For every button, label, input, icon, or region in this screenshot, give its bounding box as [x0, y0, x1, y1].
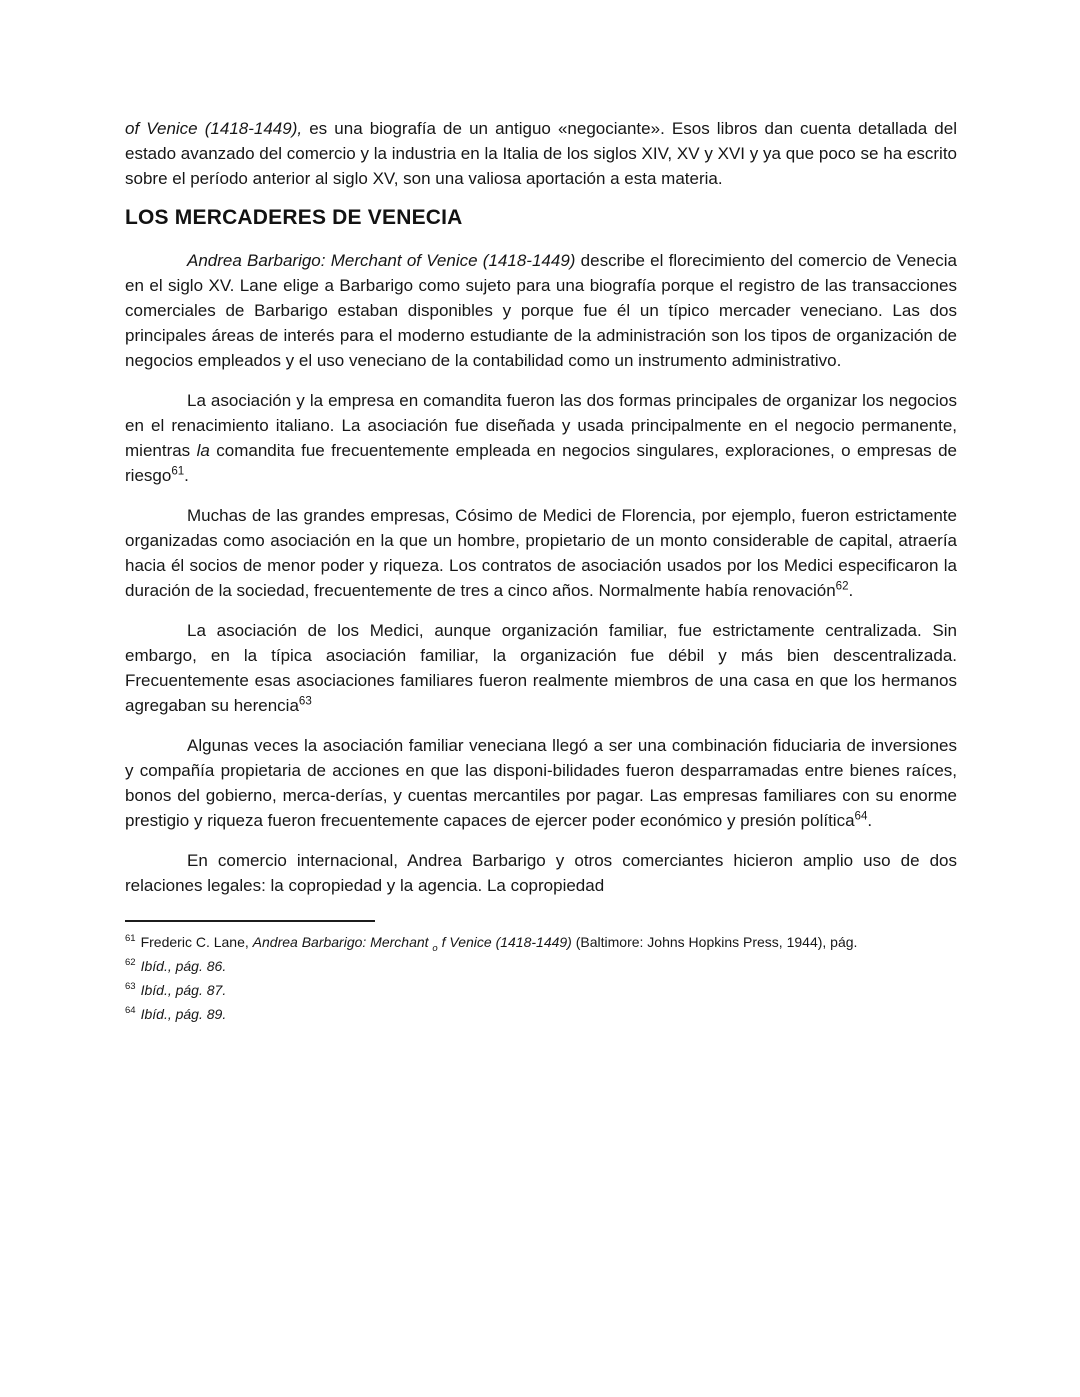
footnotes-section — [125, 920, 957, 1024]
text-segment: La asociación de los Medici, aunque organización familiar, fue estrictamente centralizada. Sin embargo, en la típica asociación familiar, la organización fue débil y más bien descentralizada. Frecuentemente esas asociaciones familiares fueron realmente miembros de una casa en que los hermanos agregaban su herencia — [125, 621, 957, 715]
footnote — [125, 932, 957, 952]
paragraph — [125, 618, 957, 718]
footnote-marker: 63 — [125, 981, 136, 993]
text-segment: . — [867, 811, 873, 830]
footnote-marker: 64 — [125, 1005, 136, 1017]
footnote-ref: 63 — [298, 695, 312, 708]
text-segment: Ibíd., pág. 87. — [140, 982, 227, 998]
footnote-marker: 62 — [125, 957, 136, 969]
text-segment: Algunas veces la asociación familiar veneciana llegó a ser una combinación fiduciaria de inversiones y compañía propietaria de acciones en que las disponi-bilidades fueron desparramadas entre bienes raíces, bonos del gobierno, merca-derías, y cuentas mercantiles por pagar. Las empresas familiares con su enorme prestigio y riqueza fueron frecuentemente capaces de ejercer poder económico y presión política — [125, 736, 957, 830]
paragraph — [125, 503, 957, 603]
text-segment: es una biografía de un antiguo «negociante». Esos libros dan cuenta detallada del estado avanzado del comercio y la industria en la Italia de los siglos XIV, XV y XVI y ya que poco se ha escrito sobre el período anterior al siglo XV, son una valiosa aportación a esta materia. — [125, 119, 957, 188]
footnote — [125, 956, 957, 976]
footnote-text — [141, 958, 227, 974]
text-segment: f Venice (1418-1449) — [437, 934, 572, 950]
text-segment: Ibíd., pág. 86. — [140, 958, 227, 974]
text-segment: Ibíd., pág. 89. — [140, 1006, 227, 1022]
paragraph — [125, 848, 957, 898]
paragraph — [125, 116, 957, 191]
text-segment: describe el florecimiento del comercio de Venecia en el siglo XV. Lane elige a Barbarigo como sujeto para una biografía porque el registro de las transacciones comerciales de Barbarigo estaban disponibles y porque fue él un típico mercader veneciano. Las dos principales áreas de interés para el moderno estudiante de la administración son los tipos de organización de negocios empleados y el uso veneciano de la contabilidad como un instrumento administrativo. — [125, 251, 957, 370]
footnote — [125, 980, 957, 1000]
footnote — [125, 1004, 957, 1024]
footnote-separator — [125, 920, 375, 922]
text-segment: of Venice (1418-1449), — [125, 119, 310, 138]
footnote-ref: 61 — [171, 465, 185, 478]
paragraph — [125, 248, 957, 373]
footnote-marker: 61 — [125, 933, 136, 945]
footnote-text — [141, 982, 227, 998]
text-segment: la — [196, 441, 210, 460]
text-segment: (Baltimore: Johns Hopkins Press, 1944), pág. — [571, 934, 858, 950]
section-heading: LOS MERCADERES DE VENECIA — [125, 206, 463, 229]
footnote-ref: 64 — [854, 810, 868, 823]
footnote-text — [141, 1006, 227, 1022]
text-segment: . — [848, 581, 854, 600]
text-segment: Andrea Barbarigo: Merchant — [252, 934, 433, 950]
paragraph — [125, 388, 957, 488]
subscript-text: o — [432, 942, 438, 954]
text-segment: comandita fue frecuentemente empleada en negocios singulares, exploraciones, o empresas de riesgo — [125, 441, 958, 485]
text-segment: Muchas de las grandes empresas, Cósimo de Medici de Florencia, por ejemplo, fueron estrictamente organizadas como asociación en la que un hombre, propietario de un monto considerable de capital, atraería hacia él socios de menor poder y riqueza. Los contratos de asociación usados por los Medici especificaron la duración de la sociedad, frecuentemente de tres a cinco años. Normalmente había renovación — [125, 506, 957, 600]
footnote-text — [140, 934, 858, 954]
footnote-ref: 62 — [835, 580, 849, 593]
text-segment: Andrea Barbarigo: Merchant of Venice (1418-1449) — [187, 251, 581, 270]
text-segment: En comercio internacional, Andrea Barbarigo y otros comerciantes hicieron amplio uso de dos relaciones legales: la copropiedad y la agencia. La copropiedad — [125, 851, 957, 895]
text-segment: La asociación y la empresa en comandita fueron las dos formas principales de organizar los negocios en el renacimiento italiano. La asociación fue diseñada y usada principalmente en el negocio permanente, mientras — [125, 391, 957, 460]
paragraph — [125, 733, 957, 833]
text-segment: Frederic C. Lane, — [140, 934, 253, 950]
text-segment: . — [184, 466, 189, 485]
